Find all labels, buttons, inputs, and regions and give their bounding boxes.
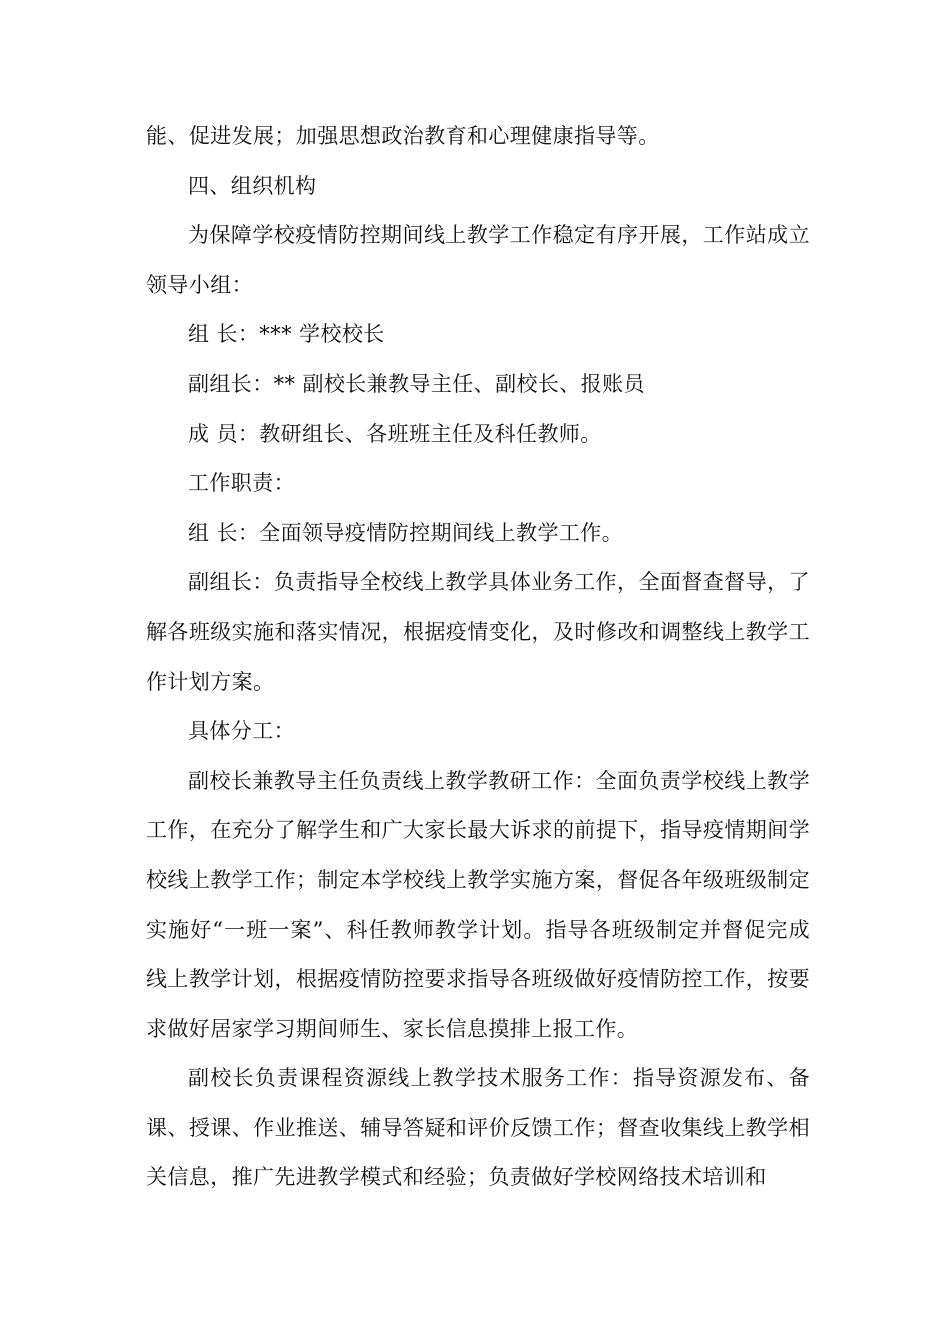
paragraph-deputy-leader: 副组长：** 副校长兼教导主任、副校长、报账员	[188, 371, 645, 396]
paragraph-group-leader: 组 长：*** 学校校长	[188, 322, 385, 347]
paragraph-continuation: 能、促进发展；加强思想政治教育和心理健康指导等。	[146, 124, 660, 148]
paragraph-teaching-research-duty: 副校长兼教导主任负责线上教学教研工作：全面负责学校线上教学工作，在充分了解学生和广大家长最大诉求的前提下，指导疫情期间学校线上教学工作；制定本学校线上教学实施方案，督促各年级班级制定实施好“一班一案”、科任教师教学计划。指导各班级制定并督促完成线上教学计划，根据疫情防控要求指导各班级做好疫情防控工作，按要求做好居家学习期间师生、家长信息摸排上报工作。	[146, 768, 810, 1041]
paragraph-division-heading: 具体分工：	[188, 719, 295, 744]
paragraph-deputy-duty: 副组长：负责指导全校线上教学具体业务工作，全面督查督导，了解各班级实施和落实情况，根据疫情变化，及时修改和调整线上教学工作计划方案。	[146, 570, 810, 694]
paragraph-duties-heading: 工作职责：	[188, 471, 295, 496]
paragraph-leader-duty: 组 长：全面领导疫情防控期间线上教学工作。	[188, 520, 624, 545]
paragraph-leadership-intro: 为保障学校疫情防控期间线上教学工作稳定有序开展，工作站成立领导小组：	[146, 223, 810, 297]
paragraph-tech-service-duty: 副校长负责课程资源线上教学技术服务工作：指导资源发布、备课、授课、作业推送、辅导答疑和评价反馈工作；督查收集线上教学相关信息，推广先进教学模式和经验；负责做好学校网络技术培训和	[146, 1066, 810, 1190]
paragraph-members: 成 员：教研组长、各班班主任及科任教师。	[188, 421, 602, 446]
document-page	[146, 112, 810, 1203]
section-heading-organization: 四、组织机构	[188, 173, 317, 198]
